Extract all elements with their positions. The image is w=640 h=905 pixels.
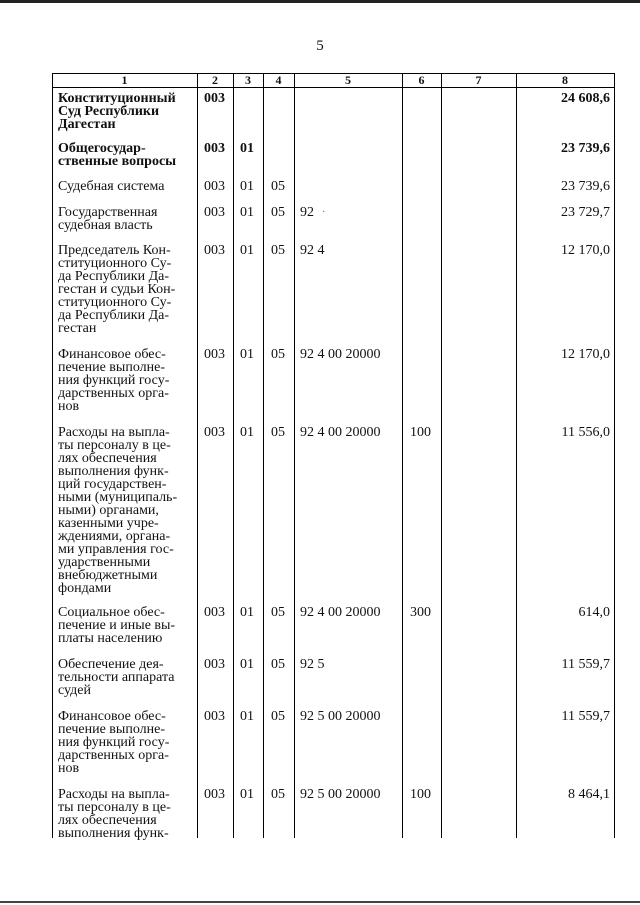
header-col-1: 1 — [121, 73, 128, 87]
row-code-ministry: 003 — [204, 347, 225, 362]
header-col-7: 7 — [475, 73, 482, 87]
row-code-section: 01 — [240, 141, 254, 156]
row-code-target: 92 5 00 20000 — [300, 709, 381, 724]
row-code-subsection: 05 — [271, 605, 285, 620]
col-border-1-2 — [197, 73, 198, 838]
row-code-ministry: 003 — [204, 787, 225, 802]
row-code-section: 01 — [240, 243, 254, 258]
row-code-ministry: 003 — [204, 709, 225, 724]
row-amount: 11 559,7 — [561, 709, 610, 724]
row-amount: 24 608,6 — [561, 91, 610, 106]
row-code-target: 92 4 00 20000 — [300, 425, 381, 440]
row-name: Обеспечение дея- тельности аппарата судей — [58, 657, 175, 698]
row-name: Судебная система — [58, 179, 165, 194]
row-code-subsection: 05 — [271, 243, 285, 258]
col-border-3-4 — [263, 73, 264, 838]
header-col-3: 3 — [245, 73, 251, 87]
col-border-2-3 — [233, 73, 234, 838]
row-code-target: 92 4 00 20000 — [300, 347, 381, 362]
row-code-subsection: 05 — [271, 205, 285, 220]
row-code-target: 92 4 00 20000 — [300, 605, 381, 620]
row-amount: 12 170,0 — [561, 347, 610, 362]
row-code-ministry: 003 — [204, 141, 225, 156]
row-name: Государственная судебная власть — [58, 205, 158, 233]
header-col-8: 8 — [562, 73, 568, 87]
row-amount: 23 739,6 — [561, 179, 610, 194]
row-amount: 614,0 — [578, 605, 610, 620]
row-code-target: 92 5 00 20000 — [300, 787, 381, 802]
header-col-6: 6 — [418, 73, 425, 87]
header-bottom-border — [52, 87, 614, 88]
row-amount: 11 556,0 — [561, 425, 610, 440]
header-col-2: 2 — [212, 73, 218, 87]
row-code-section: 01 — [240, 179, 254, 194]
row-code-subsection: 05 — [271, 709, 285, 724]
row-code-ministry: 003 — [204, 91, 225, 106]
row-code-ministry: 003 — [204, 205, 225, 220]
col-border-7-8 — [516, 73, 517, 838]
row-amount: 12 170,0 — [561, 243, 610, 258]
row-code-section: 01 — [240, 787, 254, 802]
bottom-scan-border — [0, 901, 640, 903]
top-scan-border — [0, 0, 640, 3]
row-code-expense: 100 — [410, 787, 431, 802]
row-name: Расходы на выпла- ты персоналу в це- лях обеспечения выполнения функ- ций государствен- ными (муниципаль- ными) органами, казенными учре- ждениями, органа- ми управления гос- ударственными внебюджетными фондами — [58, 425, 178, 596]
row-code-section: 01 — [240, 709, 254, 724]
row-code-expense: 100 — [410, 425, 431, 440]
row-code-subsection: 05 — [271, 657, 285, 672]
row-code-target: 92 — [300, 205, 314, 220]
header-col-4: 4 — [275, 73, 282, 87]
row-amount: 8 464,1 — [568, 787, 610, 802]
col-border-left — [52, 73, 53, 838]
row-name: Расходы на выпла- ты персоналу в це- лях обеспечения выполнения функ- — [58, 787, 171, 841]
col-border-right — [614, 73, 615, 838]
header-col-5: 5 — [345, 73, 351, 87]
row-code-subsection: 05 — [271, 425, 285, 440]
row-code-ministry: 003 — [204, 179, 225, 194]
page-number: 5 — [316, 38, 324, 54]
row-name: Социальное обес- печение и иные вы- платы населению — [58, 605, 176, 646]
row-code-ministry: 003 — [204, 425, 225, 440]
row-code-section: 01 — [240, 347, 254, 362]
row-code-subsection: 05 — [271, 179, 285, 194]
row-name: Финансовое обес- печение выполне- ния функций госу- дарственных орга- нов — [58, 347, 170, 414]
row-code-ministry: 003 — [204, 657, 225, 672]
row-amount: 23 739,6 — [561, 141, 610, 156]
row-code-section: 01 — [240, 205, 254, 220]
row-name: Финансовое обес- печение выполне- ния функций госу- дарственных орга- нов — [58, 709, 170, 776]
row-code-target: 92 4 — [300, 243, 325, 258]
row-code-subsection: 05 — [271, 347, 285, 362]
row-code-ministry: 003 — [204, 605, 225, 620]
row-code-target: 92 5 — [300, 657, 325, 672]
row-name: Председатель Кон- ституционного Су- да Республики Да- гестан и судьи Кон- ституционного Су- да Республики Да- гестан — [58, 243, 176, 336]
row-code-ministry: 003 — [204, 243, 225, 258]
col-border-5-6 — [402, 73, 403, 838]
col-border-4-5 — [294, 73, 295, 838]
row-code-section: 01 — [240, 605, 254, 620]
row-code-expense: 300 — [410, 605, 431, 620]
row-code-section: 01 — [240, 425, 254, 440]
row-amount: 11 559,7 — [561, 657, 610, 672]
row-name: Общегосудар- ственные вопросы — [58, 141, 177, 169]
row-code-subsection: 05 — [271, 787, 285, 802]
row-name: Конституционный Суд Республики Дагестан — [58, 91, 176, 132]
row-code-section: 01 — [240, 657, 254, 672]
row-amount: 23 729,7 — [561, 205, 610, 220]
scan-speck: · — [322, 207, 326, 218]
col-border-6-7 — [441, 73, 442, 838]
